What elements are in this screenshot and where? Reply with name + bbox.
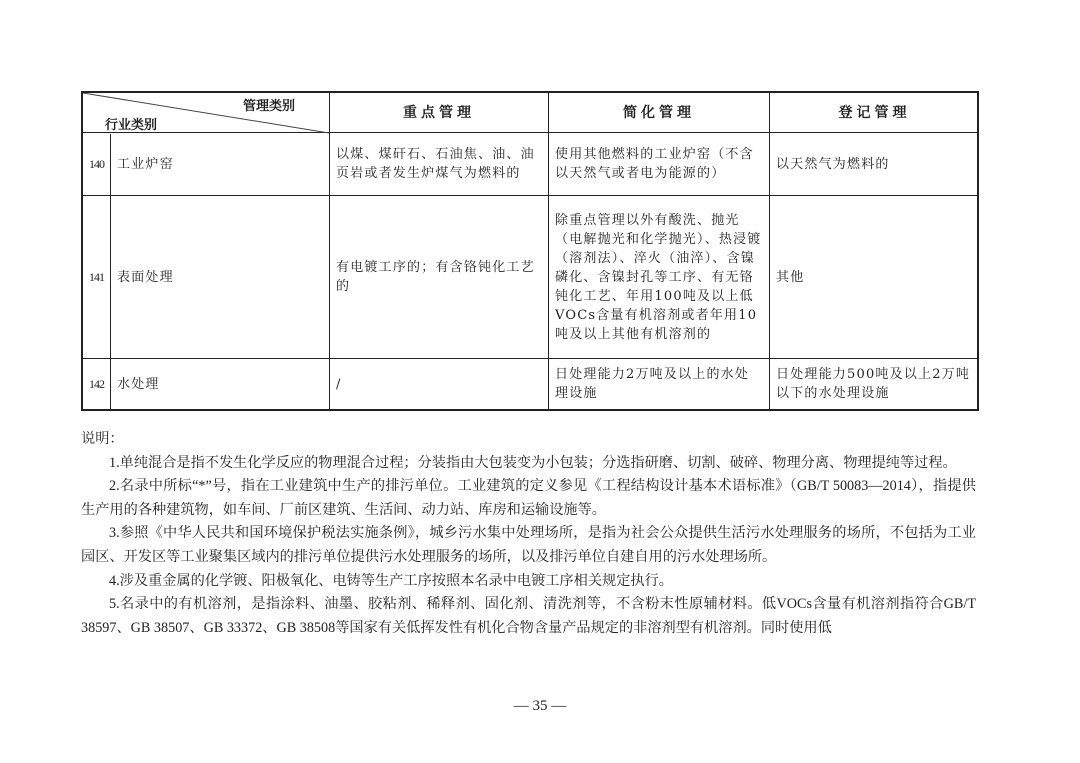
key-management-cell: 有电镀工序的；有含铬钝化工艺的 bbox=[336, 260, 535, 294]
simplified-management-cell: 日处理能力2万吨及以上的水处理设施 bbox=[555, 367, 750, 401]
simplified-management-cell: 使用其他燃料的工业炉窑（不含以天然气或者电为能源的） bbox=[555, 147, 754, 181]
key-management-cell: / bbox=[336, 376, 342, 392]
header-management-category: 管理类别 bbox=[243, 99, 296, 114]
notes-section bbox=[81, 428, 976, 640]
note-item: 4.涉及重金属的化学镀、阳极氧化、电铸等生产工序按照本名录中电镀工序相关规定执行。 bbox=[109, 572, 673, 589]
simplified-management-cell: 除重点管理以外有酸洗、抛光（电解抛光和化学抛光）、热浸镀（溶剂法）、淬火（油淬）、含镍磷化、含镍封孔等工序、有无铬钝化工艺、年用100吨及以上低VOCs含量有机溶剂或者年用10吨及以上其他有机溶剂的 bbox=[555, 212, 762, 342]
note-item: 1.单纯混合是指不发生化学反应的物理混合过程；分装指由大包装变为小包装；分选指研磨、切割、破碎、物理分离、物理提纯等过程。 bbox=[109, 454, 957, 471]
note-item: 3.参照《中华人民共和国环境保护税法实施条例》，城乡污水集中处理场所，是指为社会公众提供生活污水处理服务的场所，不包括为工业园区、开发区等工业聚集区域内的排污单位提供污水处理服务的场所，以及排污单位自建自用的污水处理场所。 bbox=[81, 525, 976, 565]
industry-cell: 工业炉窑 bbox=[117, 156, 174, 172]
row-number: 140 bbox=[89, 156, 104, 171]
registration-management-cell: 日处理能力500吨及以上2万吨以下的水处理设施 bbox=[776, 367, 971, 401]
industry-cell: 表面处理 bbox=[117, 269, 174, 285]
notes-title: 说明： bbox=[81, 431, 124, 447]
row-number: 141 bbox=[89, 269, 104, 284]
header-key-management: 重点管理 bbox=[403, 104, 475, 121]
page-number: — 35 — bbox=[513, 698, 567, 714]
classification-table bbox=[81, 91, 979, 411]
key-management-cell: 以煤、煤矸石、石油焦、油、油页岩或者发生炉煤气为燃料的 bbox=[336, 147, 535, 181]
industry-cell: 水处理 bbox=[117, 376, 160, 392]
registration-management-cell: 以天然气为燃料的 bbox=[776, 156, 890, 172]
note-item: 2.名录中所标“*”号，指在工业建筑中生产的排污单位。工业建筑的定义参见《工程结构设计基本术语标准》（GB/T 50083—2014），指提供生产用的各种建筑物，如车间、厂前区建筑、生活间、动力站、库房和运输设施等。 bbox=[81, 478, 976, 518]
note-item: 5.名录中的有机溶剂，是指涂料、油墨、胶粘剂、稀释剂、固化剂、清洗剂等，不含粉末性原辅材料。低VOCs含量有机溶剂指符合GB/T 38597、GB 38507、GB 33372、GB 38508等国家有关低挥发性有机化合物含量产品规定的非溶剂型有机溶剂。同时使用低 bbox=[81, 596, 976, 636]
header-registration-management: 登记管理 bbox=[838, 104, 911, 121]
header-simplified-management: 简化管理 bbox=[623, 104, 695, 121]
registration-management-cell: 其他 bbox=[776, 269, 805, 285]
row-number: 142 bbox=[89, 376, 104, 391]
header-industry-category: 行业类别 bbox=[105, 118, 158, 133]
